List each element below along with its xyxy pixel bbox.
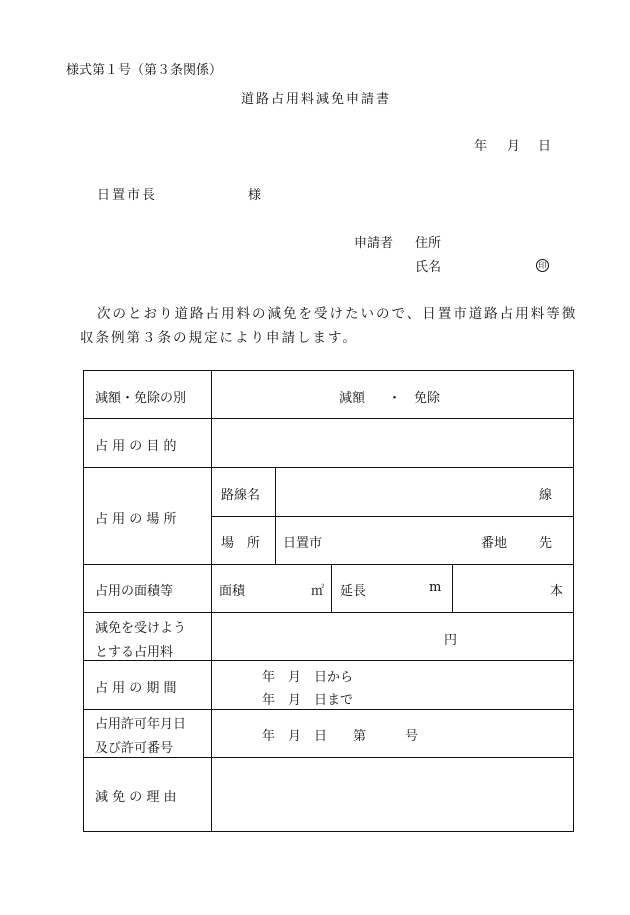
fee-label-line-2: とする占用料 bbox=[95, 645, 174, 660]
area-subdivider bbox=[331, 564, 332, 612]
length-unit: m bbox=[429, 580, 442, 595]
row-divider bbox=[84, 418, 573, 419]
count-unit: 本 bbox=[550, 584, 564, 599]
date-year: 年 bbox=[474, 139, 488, 154]
location-subdivider bbox=[275, 467, 276, 564]
length-text: 延長 bbox=[340, 584, 367, 599]
applicant-name-label: 氏名 bbox=[415, 260, 442, 275]
applicant-address-label: 住所 bbox=[415, 236, 442, 251]
place-city: 日置市 bbox=[283, 536, 323, 551]
period-to: 年 月 日まで bbox=[262, 693, 354, 708]
row-divider bbox=[211, 516, 573, 517]
permit-label-line-2: 及び許可番号 bbox=[95, 741, 174, 756]
location-label: 占 用 の 場 所 bbox=[95, 512, 177, 527]
addressee-honorific: 様 bbox=[248, 188, 262, 203]
row-divider bbox=[84, 709, 573, 710]
area-label: 占用の面積等 bbox=[95, 584, 174, 599]
intro-line-1: 次のとおり道路占用料の減免を受けたいので、日置市道路占用料等徴 bbox=[97, 306, 578, 322]
row-divider bbox=[84, 564, 573, 565]
purpose-label: 占 用 の 目 的 bbox=[95, 439, 177, 454]
row-divider bbox=[84, 757, 573, 758]
row-divider bbox=[84, 467, 573, 468]
period-from: 年 月 日から bbox=[262, 670, 354, 685]
reason-label: 減 免 の 理 由 bbox=[95, 790, 177, 805]
fee-label-line-1: 減免を受けよう bbox=[95, 621, 187, 636]
intro-line-2: 収条例第３条の規定により申請します。 bbox=[80, 330, 358, 346]
permit-value: 年 月 日 第 号 bbox=[262, 729, 419, 744]
length-subdivider bbox=[452, 564, 453, 612]
place-label: 場 所 bbox=[221, 536, 261, 551]
period-label: 占 用 の 期 間 bbox=[95, 681, 177, 696]
type-option-reduction: 減額 bbox=[339, 391, 366, 406]
seal-icon: 印 bbox=[536, 259, 549, 272]
fee-unit: 円 bbox=[444, 633, 458, 648]
seal-mark bbox=[536, 257, 549, 272]
document-title: 道路占用料減免申請書 bbox=[241, 92, 392, 107]
row-divider bbox=[84, 612, 573, 613]
route-suffix: 線 bbox=[539, 488, 553, 503]
area-text: 面積 bbox=[219, 584, 246, 599]
addressee-name: 日置市長 bbox=[97, 188, 158, 203]
date-month: 月 bbox=[507, 139, 521, 154]
label-column-divider bbox=[211, 371, 212, 831]
permit-label-line-1: 占用許可年月日 bbox=[95, 717, 187, 732]
row-divider bbox=[84, 660, 573, 661]
date-day: 日 bbox=[538, 139, 552, 154]
application-form-table bbox=[83, 370, 574, 832]
area-unit: ㎡ bbox=[311, 584, 325, 599]
type-separator: ・ bbox=[388, 391, 402, 406]
type-label: 減額・免除の別 bbox=[95, 391, 187, 406]
type-option-exemption: 免除 bbox=[414, 391, 441, 406]
place-banchi: 番地 bbox=[481, 536, 508, 551]
place-saki: 先 bbox=[539, 536, 553, 551]
form-number: 様式第１号（第３条関係） bbox=[66, 63, 223, 78]
route-name-label: 路線名 bbox=[221, 488, 261, 503]
applicant-label: 申請者 bbox=[354, 236, 394, 251]
